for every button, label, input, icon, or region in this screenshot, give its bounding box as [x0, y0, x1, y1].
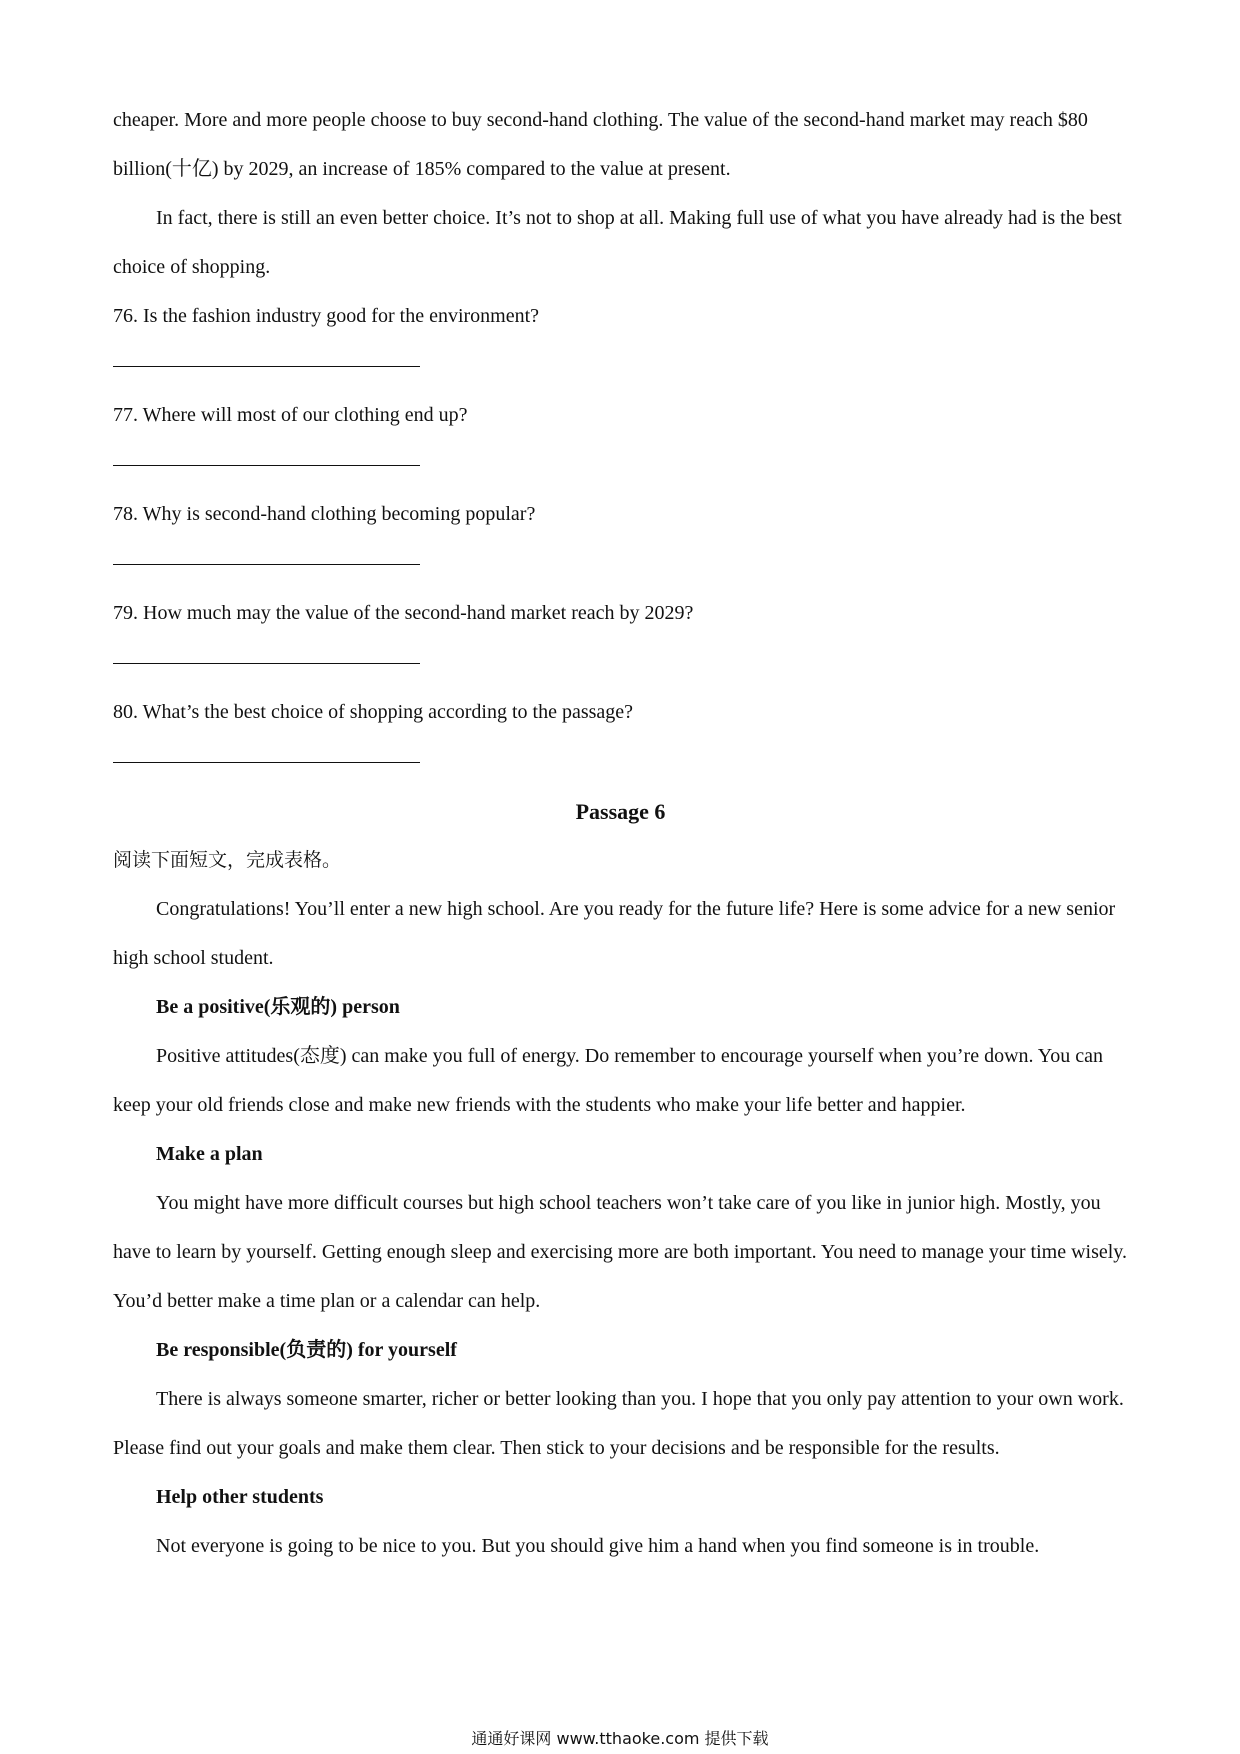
section-heading-responsible: Be responsible(负责的) for yourself — [156, 1339, 457, 1361]
section-heading-positive: Be a positive(乐观的) person — [156, 996, 400, 1018]
section-body-responsible: There is always someone smarter, richer or better looking than you. I hope that you only pay attention to your own work. Please find out your goals and make them clear. Then stick to your decisions and be responsible for the results. — [113, 1388, 1124, 1459]
answer-line-78[interactable] — [113, 564, 420, 565]
document-page — [113, 96, 1128, 1571]
answer-line-79[interactable] — [113, 663, 420, 664]
section-body-positive: Positive attitudes(态度) can make you full of energy. Do remember to encourage yourself when you’re down. You can keep your old friends close and make new friends with the students who make your life better and happier. — [113, 1045, 1103, 1116]
question-list — [113, 292, 1128, 763]
question-76: 76. Is the fashion industry good for the environment? — [113, 305, 540, 327]
section-heading-help: Help other students — [156, 1486, 324, 1508]
section-heading-plan: Make a plan — [156, 1143, 263, 1165]
passage6-instruction: 阅读下面短文，完成表格。 — [113, 849, 342, 871]
answer-line-80[interactable] — [113, 762, 420, 763]
question-77: 77. Where will most of our clothing end up? — [113, 404, 468, 426]
passage5-paragraph-last: In fact, there is still an even better choice. It’s not to shop at all. Making full use of what you have already had is the best choice of shopping. — [113, 207, 1122, 278]
answer-line-76[interactable] — [113, 366, 420, 367]
page-footer: 通通好课网 www.tthaoke.com 提供下载 — [471, 1729, 769, 1748]
section-body-plan: You might have more difficult courses but high school teachers won’t take care of you like in junior high. Mostly, you have to learn by yourself. Getting enough sleep and exercising more are both important. You need to manage your time wisely. You’d better make a time plan or a calendar can help. — [113, 1192, 1127, 1312]
question-78: 78. Why is second-hand clothing becoming popular? — [113, 503, 536, 525]
question-79: 79. How much may the value of the second-hand market reach by 2029? — [113, 602, 694, 624]
passage6-intro: Congratulations! You’ll enter a new high school. Are you ready for the future life? Here is some advice for a new senior high school student. — [113, 898, 1116, 969]
question-80: 80. What’s the best choice of shopping according to the passage? — [113, 701, 634, 723]
section-body-help: Not everyone is going to be nice to you. But you should give him a hand when you find someone is in trouble. — [156, 1535, 1040, 1557]
passage6-title: Passage 6 — [575, 799, 666, 824]
passage5-paragraph-continued: cheaper. More and more people choose to buy second-hand clothing. The value of the second-hand market may reach $80 billion(十亿) by 2029, an increase of 185% compared to the value at present. — [113, 109, 1088, 180]
answer-line-77[interactable] — [113, 465, 420, 466]
